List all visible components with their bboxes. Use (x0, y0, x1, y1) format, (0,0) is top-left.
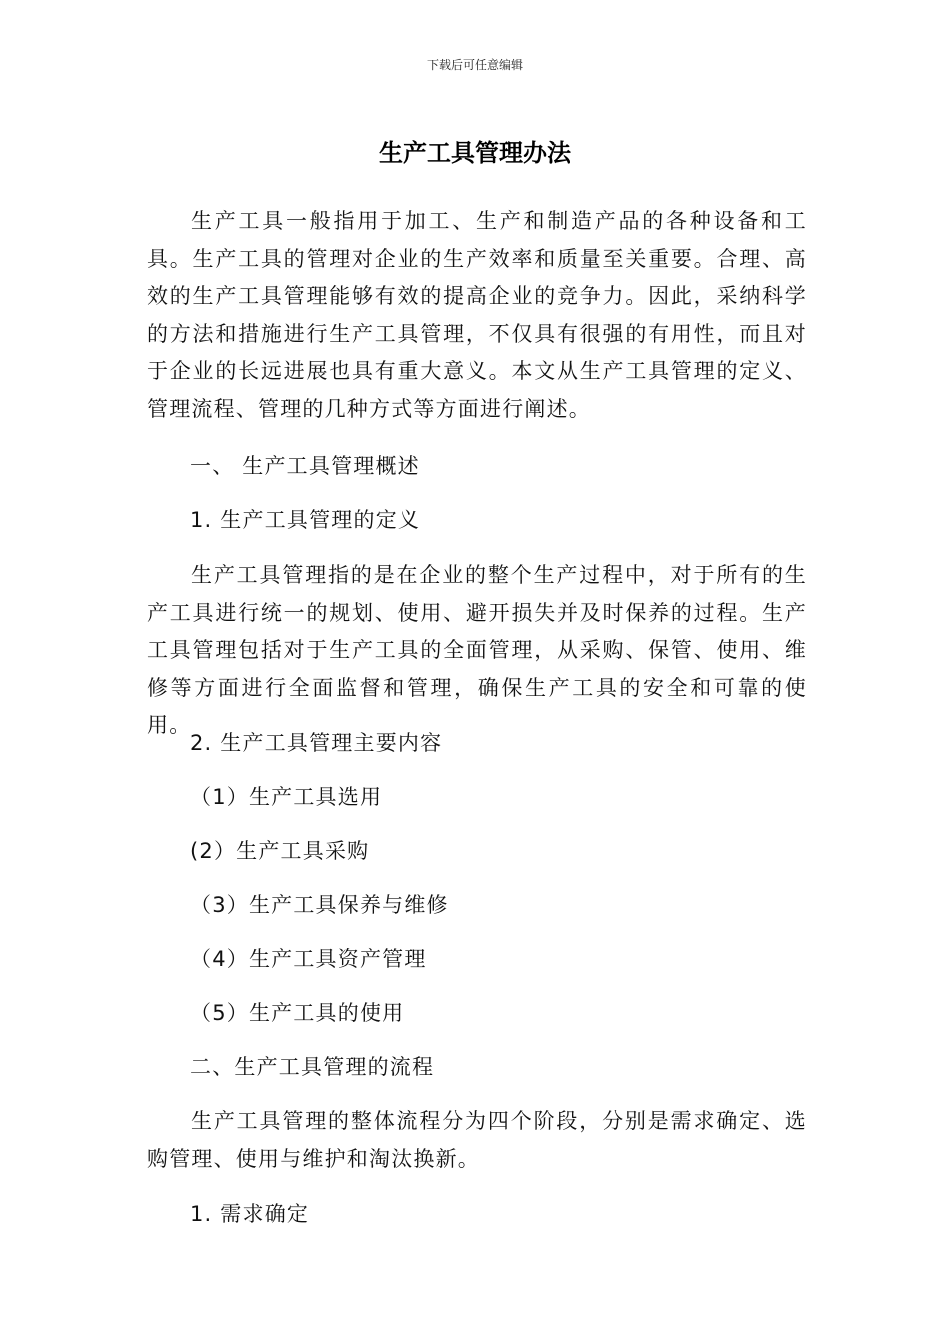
intro-paragraph: 生产工具一般指用于加工、生产和制造产品的各种设备和工具。生产工具的管理对企业的生产效率和质量至关重要。合理、高效的生产工具管理能够有效的提高企业的竞争力。因此，采纳科学的方法和措施进行生产工具管理，不仅具有很强的有用性，而且对于企业的长远进展也具有重大意义。本文从生产工具管理的定义、管理流程、管理的几种方式等方面进行阐述。 (147, 209, 807, 421)
section-1-2-heading: 2. 生产工具管理主要内容 (190, 731, 443, 755)
section-1-1-body: 生产工具管理指的是在企业的整个生产过程中，对于所有的生产工具进行统一的规划、使用、避开损失并及时保养的过程。生产工具管理包括对于生产工具的全面管理，从采购、保管、使用、维修等方面进行全面监督和管理，确保生产工具的安全和可靠的使用。 (147, 563, 807, 737)
document-title: 生产工具管理办法 (379, 139, 571, 167)
content-list-item: （1）生产工具选用 (190, 785, 383, 809)
section-2-1-heading: 1. 需求确定 (190, 1202, 310, 1226)
content-list-item: （3）生产工具保养与维修 (190, 893, 449, 917)
section-1-1-heading: 1. 生产工具管理的定义 (190, 508, 421, 532)
content-list-item: （4）生产工具资产管理 (190, 947, 427, 971)
section-2-body: 生产工具管理的整体流程分为四个阶段，分别是需求确定、选购管理、使用与维护和淘汰换新。 (147, 1109, 807, 1171)
section-1-heading: 一、 生产工具管理概述 (190, 454, 420, 478)
content-list-item: （5）生产工具的使用 (190, 1001, 405, 1025)
header-note: 下载后可任意编辑 (426, 58, 523, 72)
content-list-item: (2）生产工具采购 (190, 839, 370, 863)
section-2-heading: 二、生产工具管理的流程 (190, 1055, 435, 1079)
